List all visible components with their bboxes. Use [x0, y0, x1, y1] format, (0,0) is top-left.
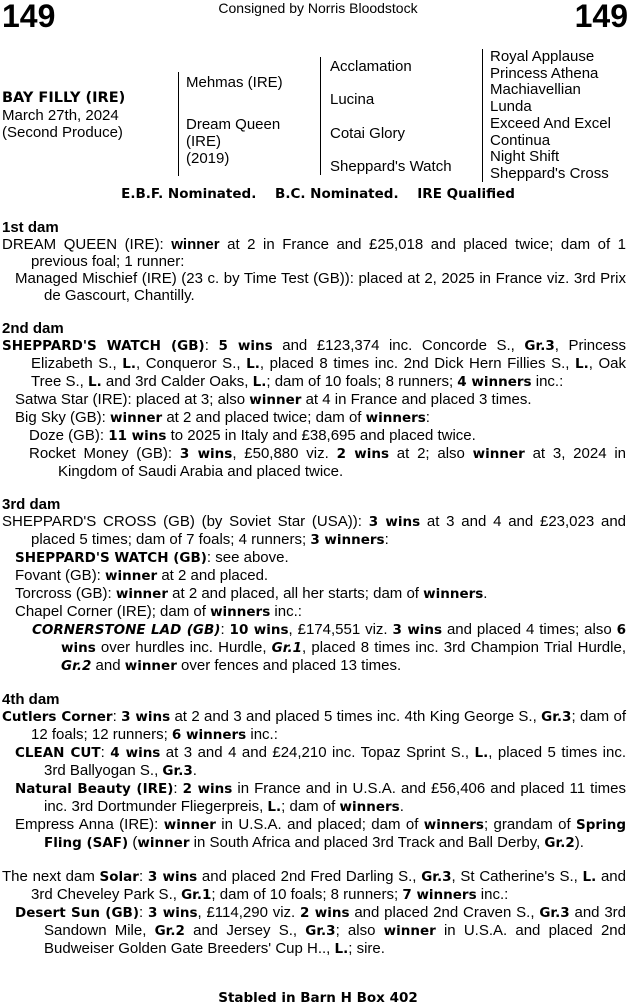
- pedigree-ggen: [490, 49, 611, 183]
- pedigree-dam-line1: Dream Queen: [186, 116, 281, 133]
- pedigree-gd1: Lucina: [330, 91, 375, 108]
- dam2-grandfoal-2: Rocket Money (GB): 3 wins, £50,880 viz. 2 wins at 2; also winner at 3, 2024 in Kingdom of Saudi Arabia and placed twice.: [29, 445, 626, 480]
- dam3-foal-1: SHEPPARD'S WATCH (GB): see above.: [15, 549, 289, 566]
- section-heading-2nd-dam: 2nd dam: [2, 320, 64, 337]
- pedigree-dam: [186, 116, 280, 167]
- pedigree-divider-2: [320, 57, 321, 175]
- nomination-ire: IRE Qualified: [417, 186, 515, 202]
- pedigree-ggs2: Machiavellian: [490, 81, 581, 99]
- pedigree-ggd1: Princess Athena: [490, 64, 599, 82]
- next-dam-summary: The next dam Solar: 3 wins and placed 2nd Fred Darling S., Gr.3, St Catherine's S., L. and 3rd Cheveley Park S., Gr.1; dam of 10 foals; 8 runners; 7 winners inc.:: [2, 868, 626, 903]
- pedigree-ggs3: Exceed And Excel: [490, 114, 611, 132]
- dam4-summary: Cutlers Corner: 3 wins at 2 and 3 and placed 5 times inc. 4th King George S., Gr.3; dam of 12 foals; 12 runners; 6 winners inc.:: [2, 708, 626, 743]
- dam4-foal-1: CLEAN CUT: 4 wins at 3 and 4 and £24,210 inc. Topaz Sprint S., L., placed 5 times inc. 3rd Ballyogan S., Gr.3.: [15, 744, 627, 779]
- pedigree-sire: Mehmas (IRE): [186, 74, 283, 91]
- horse-identity: [2, 90, 125, 141]
- dam3-foal-2: Fovant (GB): winner at 2 and placed.: [15, 567, 269, 584]
- stabling-info: Stabled in Barn H Box 402: [218, 990, 418, 1006]
- pedigree-gs1: Acclamation: [330, 58, 412, 75]
- horse-produce: (Second Produce): [2, 124, 123, 141]
- catalogue-body: [2, 219, 626, 958]
- horse-name: BAY FILLY (IRE): [2, 90, 126, 106]
- pedigree-ggd4: Sheppard's Cross: [490, 164, 609, 182]
- consignor: Consigned by Norris Bloodstock: [218, 0, 418, 16]
- pedigree-gs2: Cotai Glory: [330, 125, 406, 142]
- pedigree-dam-year: (2019): [186, 150, 230, 167]
- dam3-foal-3: Torcross (GB): winner at 2 and placed, all her starts; dam of winners.: [15, 585, 488, 602]
- pedigree-divider-1: [178, 72, 179, 176]
- pedigree-ggs4: Night Shift: [490, 148, 560, 166]
- dam3-grandfoal-1: CORNERSTONE LAD (GB): 10 wins, £174,551 viz. 3 wins and placed 4 times; also 6 wins over hurdles inc. Hurdle, Gr.1, placed 8 times inc. 3rd Champion Trial Hurdle, Gr.2 and winner over fences and placed 13 times.: [32, 621, 626, 674]
- pedigree-dam-line2: (IRE): [186, 133, 221, 150]
- pedigree-divider-3: [482, 49, 483, 182]
- nomination-bc: B.C. Nominated.: [275, 186, 399, 202]
- dam2-foal-1: Satwa Star (IRE): placed at 3; also winner at 4 in France and placed 3 times.: [15, 391, 532, 408]
- next-dam-foal-1: Desert Sun (GB): 3 wins, £114,290 viz. 2 wins and placed 2nd Craven S., Gr.3 and 3rd Sandown Mile, Gr.2 and Jersey S., Gr.3; also winner in U.S.A. and placed 2nd Budweiser Golden Gate Breeders' Cup H.., L.; sire.: [15, 904, 626, 957]
- dam1-summary: DREAM QUEEN (IRE): winner at 2 in France and £25,018 and placed twice; dam of 1 previous foal; 1 runner:: [2, 236, 626, 270]
- dam4-foal-3: Empress Anna (IRE): winner in U.S.A. and placed; dam of winners; grandam of Spring Fling (SAF) (winner in South Africa and placed 3rd Track and Ball Derby, Gr.2).: [15, 816, 626, 851]
- dam4-foal-2: Natural Beauty (IRE): 2 wins in France and in U.S.A. and £56,406 and placed 11 times inc. 3rd Dortmunder Fliegerpreis, L.; dam of winners.: [15, 780, 626, 815]
- dam2-foal-2: Big Sky (GB): winner at 2 and placed twice; dam of winners:: [15, 409, 430, 426]
- dam2-grandfoal-1: Doze (GB): 11 wins to 2025 in Italy and £38,695 and placed twice.: [29, 427, 476, 444]
- dam3-foal-4: Chapel Corner (IRE); dam of winners inc.:: [15, 603, 302, 620]
- pedigree-ggd3: Continua: [490, 131, 551, 149]
- pedigree-ggs1: Royal Applause: [490, 48, 595, 65]
- dam2-summary: SHEPPARD'S WATCH (GB): 5 wins and £123,374 inc. Concorde S., Gr.3, Princess Elizabeth S., L., Conqueror S., L., placed 8 times inc. 2nd Dick Hern Fillies S., L., Oak Tree S., L. and 3rd Calder Oaks, L.; dam of 10 foals; 8 runners; 4 winners inc.:: [2, 337, 626, 390]
- horse-dob: March 27th, 2024: [2, 107, 119, 124]
- pedigree-gd2: Sheppard's Watch: [330, 158, 452, 175]
- section-heading-1st-dam: 1st dam: [2, 219, 59, 236]
- dam1-foal-1: Managed Mischief (IRE) (23 c. by Time Test (GB)): placed at 2, 2025 in France viz. 3rd Prix de Gascourt, Chantilly.: [15, 270, 626, 304]
- dam3-summary: SHEPPARD'S CROSS (GB) (by Soviet Star (USA)): 3 wins at 3 and 4 and £23,023 and placed 5 times; dam of 7 foals; 4 runners; 3 winners:: [2, 513, 627, 548]
- nominations: [0, 186, 636, 203]
- pedigree-ggd2: Lunda: [490, 98, 532, 116]
- section-heading-4th-dam: 4th dam: [2, 691, 60, 708]
- lot-number-right: 149: [574, 0, 628, 34]
- section-heading-3rd-dam: 3rd dam: [2, 496, 61, 513]
- nomination-ebf: E.B.F. Nominated.: [121, 186, 257, 202]
- lot-number-left: 149: [2, 0, 56, 34]
